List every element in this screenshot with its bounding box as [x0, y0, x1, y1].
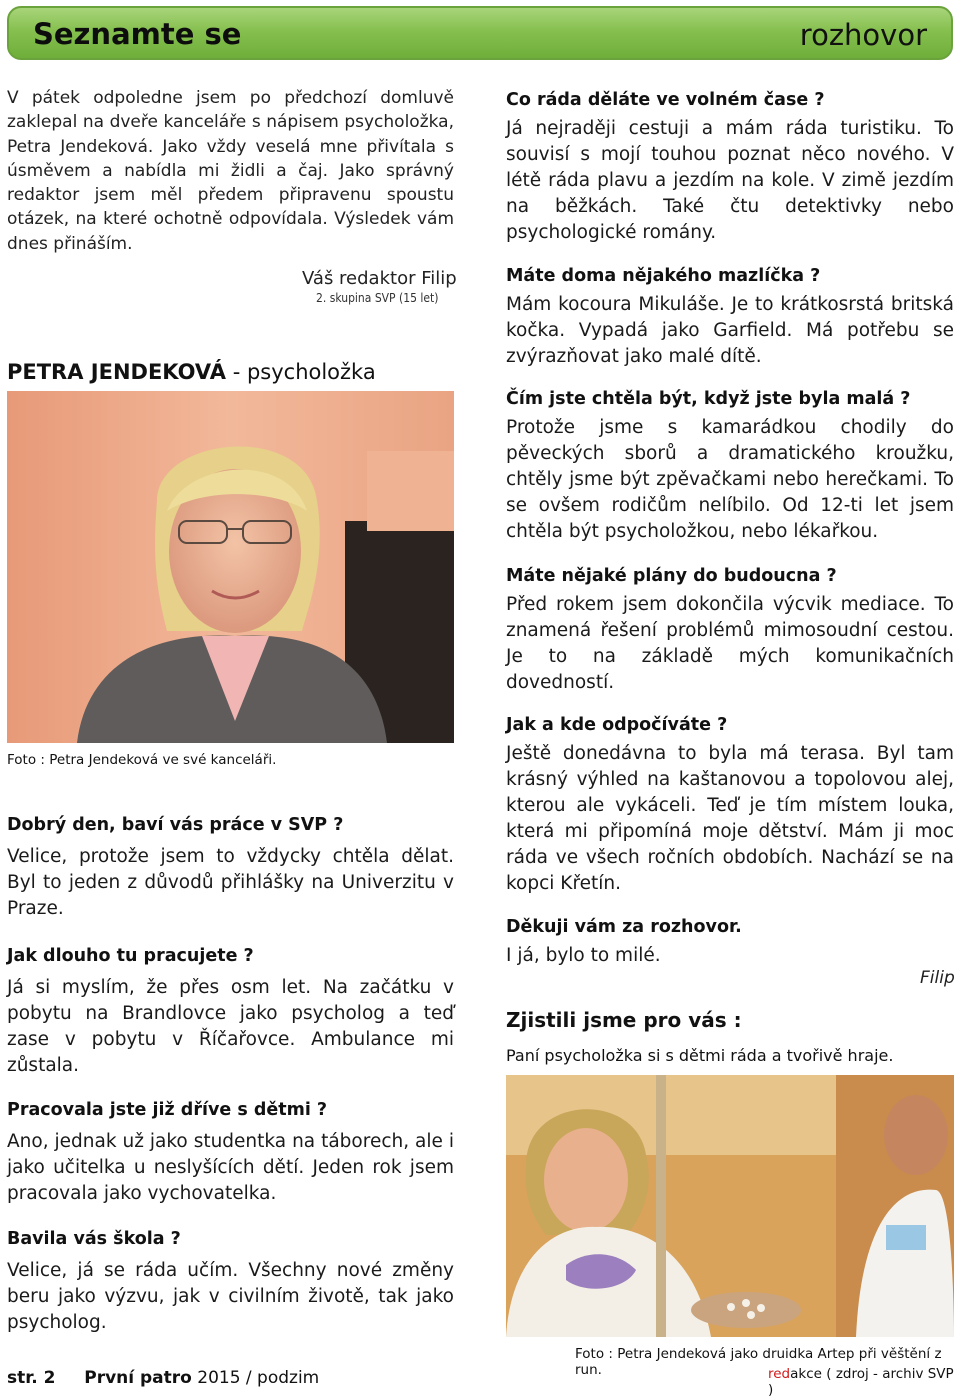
answer: I já, bylo to milé. [506, 945, 661, 966]
qa-right-2 [506, 264, 954, 370]
question: Co ráda děláte ve volném čase ? [506, 90, 825, 110]
portrait-photo [7, 391, 454, 743]
question: Čím jste chtěla být, když jste byla malá ? [506, 389, 911, 409]
section-banner [7, 6, 953, 60]
intro-signature-group: 2. skupina SVP (15 let) [316, 291, 439, 305]
qa-right-5 [506, 713, 954, 897]
qa-left-1 [7, 813, 454, 922]
issue-label: 2015 / podzim [197, 1368, 320, 1388]
answer: Mám kocoura Mikuláše. Je to krátkosrstá britská kočka. Vypadá jako Garfield. Má potřebu se zvýrazňovat jako malé dítě. [506, 294, 954, 367]
answer: Protože jsme s kamarádkou chodily do pěveckých sborů a dramatického kroužku, chtěly jsme být zpěvačkami nebo herečkami. To se ovšem rodičům nelíbilo. Od 12-ti let jsem chtěla být psycholožkou, nebo lékařkou. [506, 417, 954, 542]
druid-photo [506, 1075, 954, 1337]
druid-illustration [506, 1075, 954, 1337]
question: Děkuji vám za rozhovor. [506, 917, 742, 937]
credit-black: akce [790, 1366, 822, 1382]
question: Máte nějaké plány do budoucna ? [506, 566, 837, 586]
druid-caption: Foto : Petra Jendeková jako druidka Artep při věštění z run. [575, 1346, 942, 1378]
banner-section: rozhovor [799, 18, 927, 52]
qa-right-1 [506, 88, 954, 246]
qa-left-2 [7, 944, 454, 1079]
question: Jak a kde odpočíváte ? [506, 715, 728, 735]
intro-block [7, 86, 454, 256]
answer: Já nejraději cestuji a mám ráda turistiku. To souvisí s mojí touhou poznat něco nového. V létě ráda plavu a jezdím na kole. V zimě jezdím na běžkách. Také čtu detektivky nebo psychologické romány. [506, 118, 954, 243]
portrait-caption: Foto : Petra Jendeková ve své kanceláři. [7, 752, 277, 768]
question: Dobrý den, baví vás práce v SVP ? [7, 815, 344, 835]
qa-right-3 [506, 387, 954, 545]
question: Bavila vás škola ? [7, 1229, 181, 1249]
magazine-name: První patro [84, 1368, 192, 1388]
question: Máte doma nějakého mazlíčka ? [506, 266, 821, 286]
banner-title: Seznamte se [33, 17, 242, 51]
answer: Velice, já se ráda učím. Všechny nové změny beru jako výzvu, jak v civilním životě, tak jako psycholog. [7, 1260, 454, 1333]
photo-credit [768, 1366, 960, 1398]
subject-role: - psycholožka [226, 360, 376, 384]
credit-red: red [768, 1366, 791, 1382]
qa-left-4 [7, 1227, 454, 1336]
answer: Ještě donedávna to byla má terasa. Byl tam krásný výhled na kaštanovou a topolovou alej, kterou ale vykáceli. Teď je tím místem louka, která mi připomíná moje dětství. Mám ji moc ráda ve všech ročních obdobích. Nachází se na kopci Křetín. [506, 743, 954, 894]
page-footer [7, 1368, 319, 1388]
closing-signature: Filip [920, 968, 955, 988]
answer: Velice, protože jsem to vždycky chtěla dělat. Byl to jeden z důvodů přihlášky na Univerzitu v Praze. [7, 846, 454, 919]
intro-signature: Váš redaktor Filip [302, 268, 457, 289]
answer: Ano, jednak už jako studentka na táborech, ale i jako učitelka u neslyšících dětí. Jeden rok jsem pracovala jako vychovatelka. [7, 1131, 454, 1204]
question: Pracovala jste již dříve s dětmi ? [7, 1100, 328, 1120]
page-number: str. 2 [7, 1368, 56, 1388]
subject-heading [7, 360, 376, 384]
zjistili-text: Paní psycholožka si s dětmi ráda a tvořivě hraje. [506, 1046, 894, 1065]
question: Jak dlouho tu pracujete ? [7, 946, 254, 966]
answer: Já si myslím, že přes osm let. Na začátku v pobytu na Brandlovce jako psycholog a teď zase v pobytu v Říčařovce. Ambulance mi zůstala. [7, 977, 454, 1076]
subject-name: PETRA JENDEKOVÁ [7, 360, 227, 384]
qa-right-6 [506, 915, 954, 969]
qa-right-4 [506, 564, 954, 696]
answer: Před rokem jsem dokončila výcvik mediace. To znamená řešení problémů mimosoudní cestou. Je to na základě mých komunikačních dovedností. [506, 594, 954, 693]
zjistili-heading: Zjistili jsme pro vás : [506, 1008, 742, 1032]
intro-text: V pátek odpoledne jsem po předchozí domluvě zaklepal na dveře kanceláře s nápisem psycholožka, Petra Jendeková. Jako vždy veselá mne přivítala s úsměvem a nabídla mi židli a čaj. Jako správný redaktor jsem měl předem připravenu spoustu otázek, na které ochotně odpovídala. Výsledek vám dnes přináším. [7, 88, 454, 254]
portrait-illustration [7, 391, 454, 743]
credit-source: ( zdroj - archiv SVP ) [768, 1366, 954, 1398]
qa-left-3 [7, 1098, 454, 1207]
